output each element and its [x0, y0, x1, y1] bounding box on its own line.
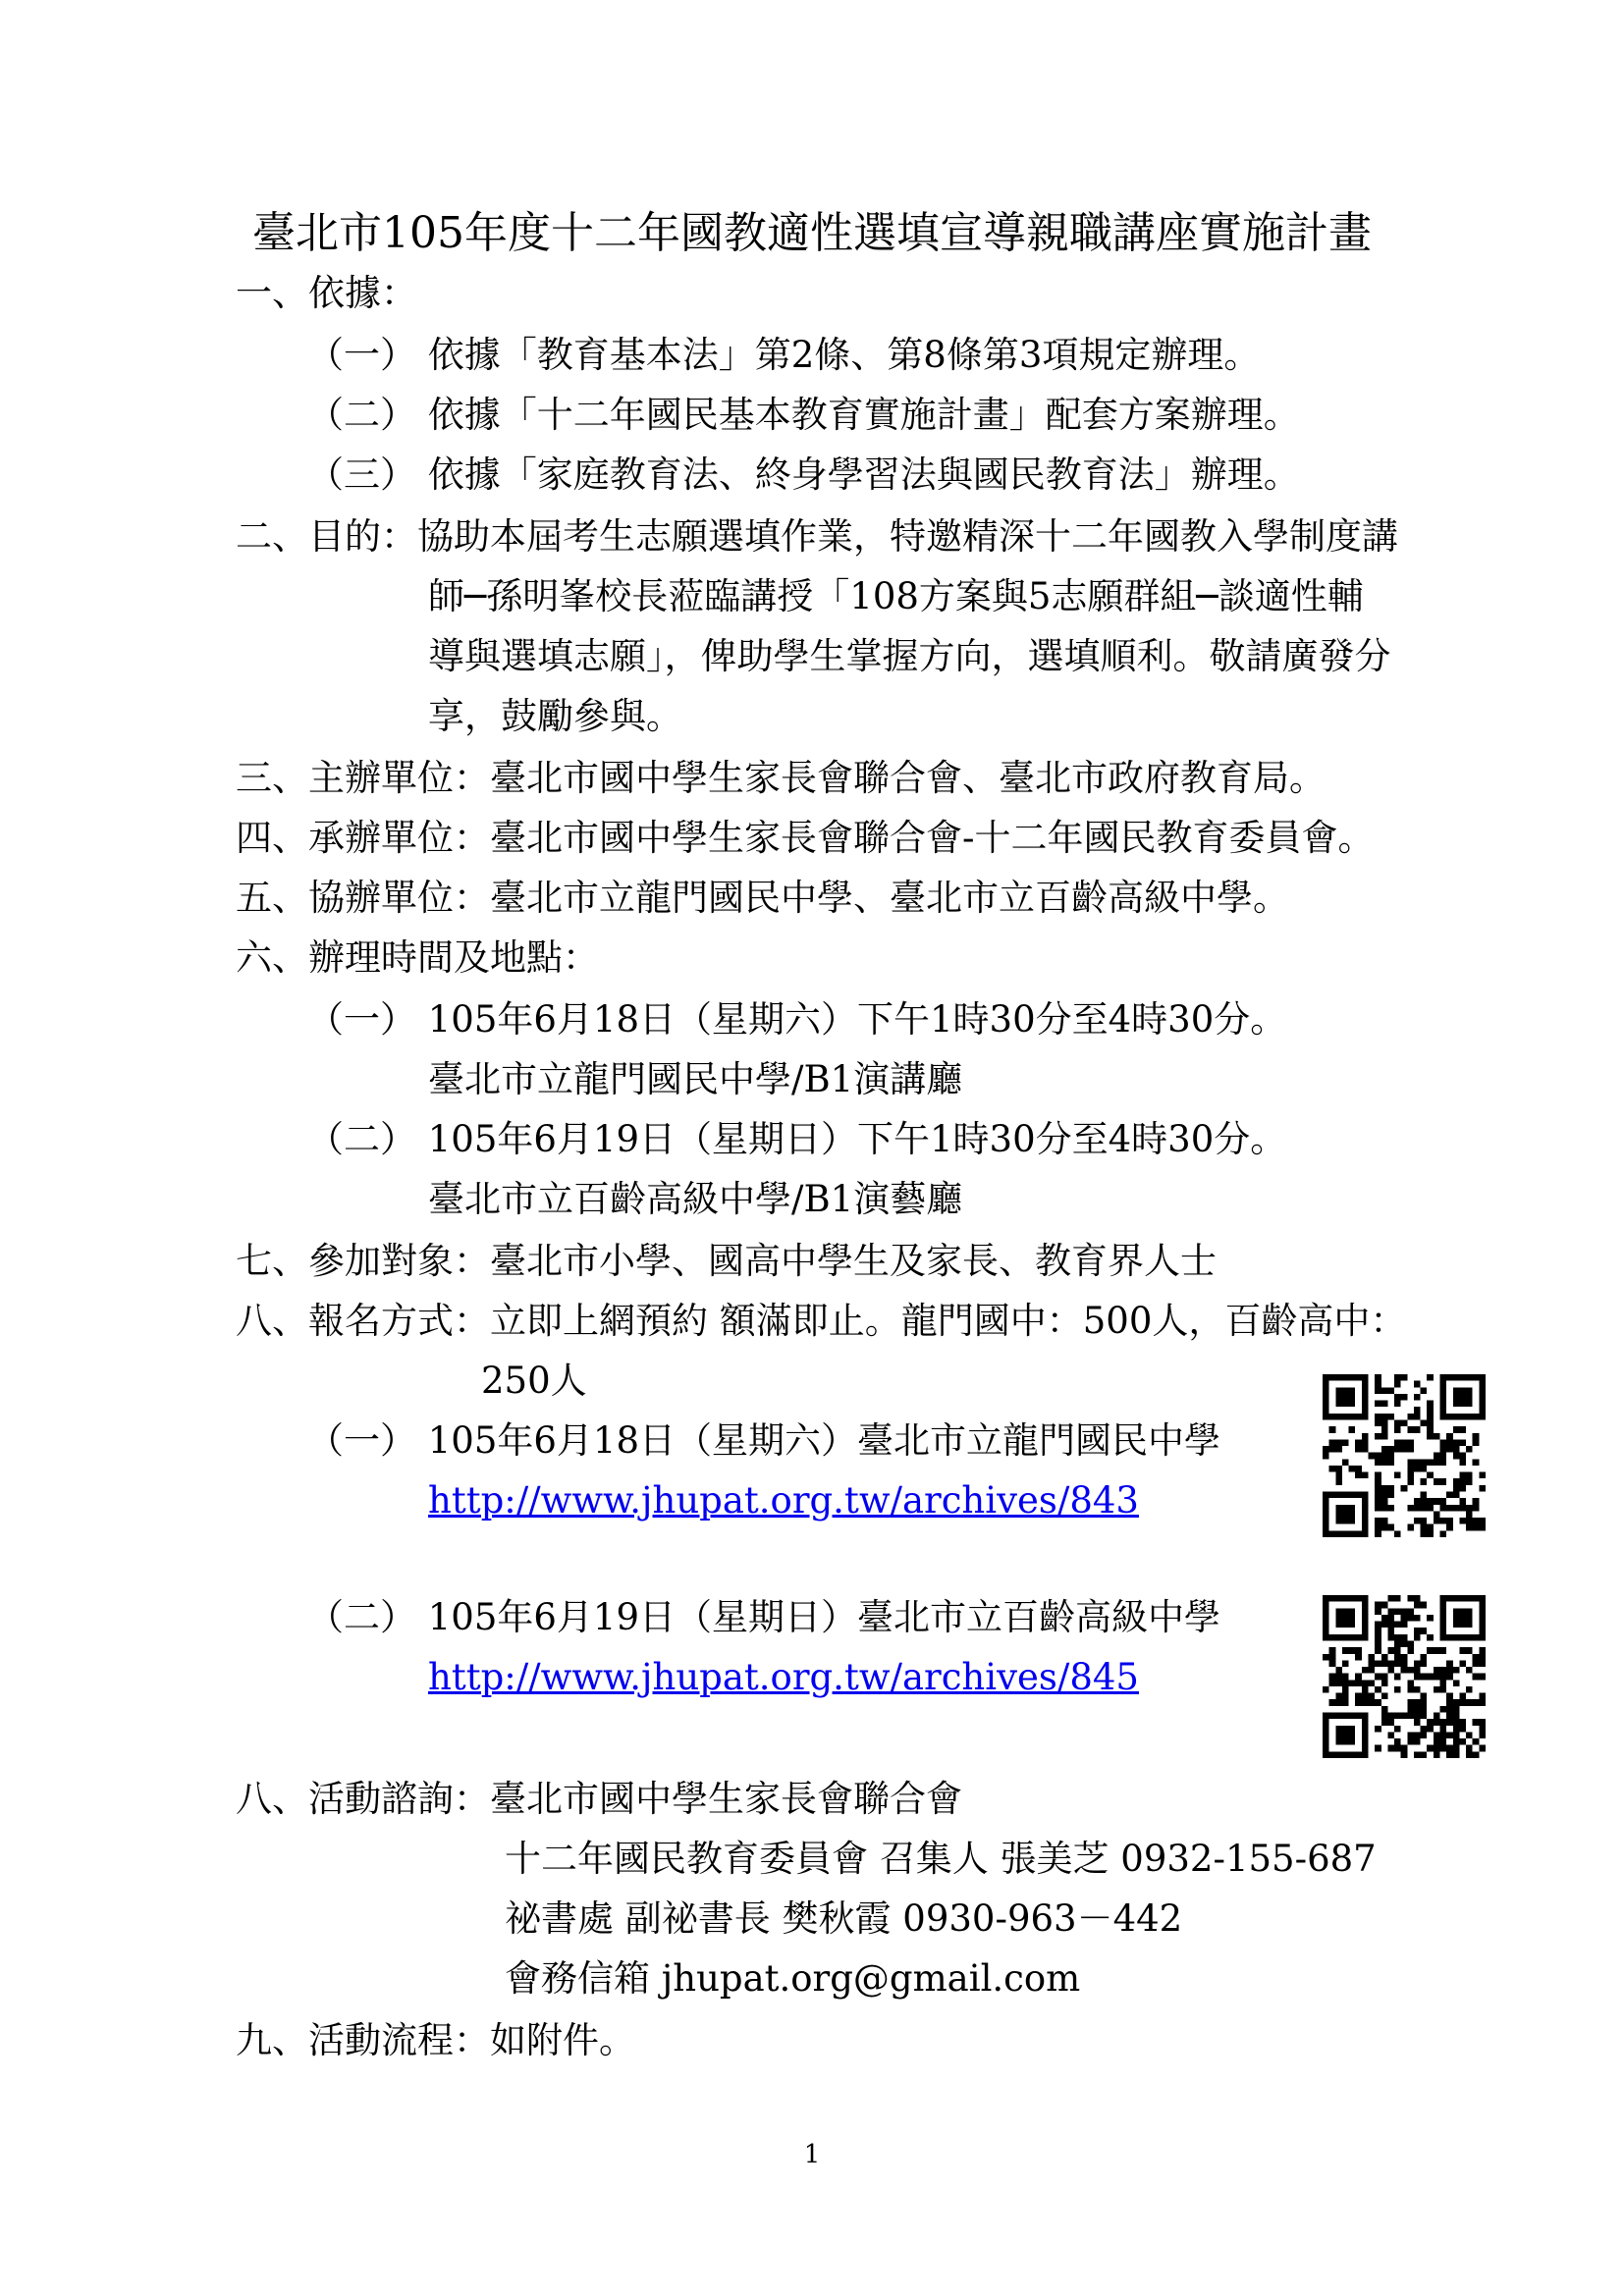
- session-1-time: （一） 105年6月18日（星期六）下午1時30分至4時30分。: [307, 998, 1287, 1041]
- basis-item-3: （三） 依據「家庭教育法、終身學習法與國民教育法」辦理。: [307, 454, 1300, 496]
- executor-line: 四、承辦單位：臺北市國中學生家長會聯合會-十二年國民教育委員會。: [236, 817, 1375, 859]
- registration-item-1-label: （一） 105年6月18日（星期六）臺北市立龍門國民中學: [307, 1419, 1221, 1462]
- basis-item-2: （二） 依據「十二年國民基本教育實施計畫」配套方案辦理。: [307, 394, 1300, 436]
- consultation-line-3: 會務信箱 jhupat.org@gmail.com: [505, 1957, 1081, 2000]
- qr-code-icon: [1323, 1374, 1486, 1537]
- registration-item-2-label: （二） 105年6月19日（星期日）臺北市立百齡高級中學: [307, 1596, 1221, 1638]
- audience-line: 七、參加對象：臺北市小學、國高中學生及家長、教育界人士: [236, 1240, 1217, 1282]
- organizer-line: 三、主辦單位：臺北市國中學生家長會聯合會、臺北市政府教育局。: [236, 757, 1326, 799]
- registration-line-2: 250人: [481, 1360, 587, 1402]
- purpose-line-3: 導與選填志願」，俾助學生掌握方向，選填順利。敬請廣發分: [428, 635, 1391, 677]
- consultation-line-1: 十二年國民教育委員會 召集人 張美芝 0932-155-687: [505, 1838, 1377, 1880]
- purpose-line-1: 二、目的：協助本屆考生志願選填作業，特邀精深十二年國教入學制度講: [236, 515, 1398, 558]
- consultation-heading: 八、活動諮詢：臺北市國中學生家長會聯合會: [236, 1778, 962, 1820]
- session-2-place: 臺北市立百齡高級中學/B1演藝廳: [428, 1178, 963, 1220]
- section-1-heading: 一、依據：: [236, 272, 417, 314]
- purpose-line-4: 享，鼓勵參與。: [428, 695, 682, 737]
- co-organizer-line: 五、協辦單位：臺北市立龍門國民中學、臺北市立百齡高級中學。: [236, 877, 1289, 919]
- registration-line-1: 八、報名方式：立即上網預約 額滿即止。龍門國中：500人，百齡高中：: [236, 1300, 1407, 1342]
- section-6-heading: 六、辦理時間及地點：: [236, 936, 599, 979]
- registration-link-1[interactable]: http://www.jhupat.org.tw/archives/843: [428, 1479, 1139, 1522]
- consultation-line-2: 祕書處 副祕書長 樊秋霞 0930-963－442: [505, 1897, 1183, 1940]
- qr-code-icon: [1323, 1595, 1486, 1758]
- session-2-time: （二） 105年6月19日（星期日）下午1時30分至4時30分。: [307, 1118, 1287, 1160]
- basis-item-1: （一） 依據「教育基本法」第2條、第8條第3項規定辦理。: [307, 334, 1261, 376]
- page-number: 1: [803, 2140, 821, 2169]
- registration-link-2[interactable]: http://www.jhupat.org.tw/archives/845: [428, 1656, 1139, 1698]
- document-title: 臺北市105年度十二年國教適性選填宣導親職講座實施計畫: [252, 208, 1372, 258]
- agenda-line: 九、活動流程：如附件。: [236, 2019, 635, 2061]
- purpose-line-2: 師─孫明峯校長蒞臨講授「108方案與5志願群組─談適性輔: [428, 575, 1364, 617]
- session-1-place: 臺北市立龍門國民中學/B1演講廳: [428, 1058, 963, 1100]
